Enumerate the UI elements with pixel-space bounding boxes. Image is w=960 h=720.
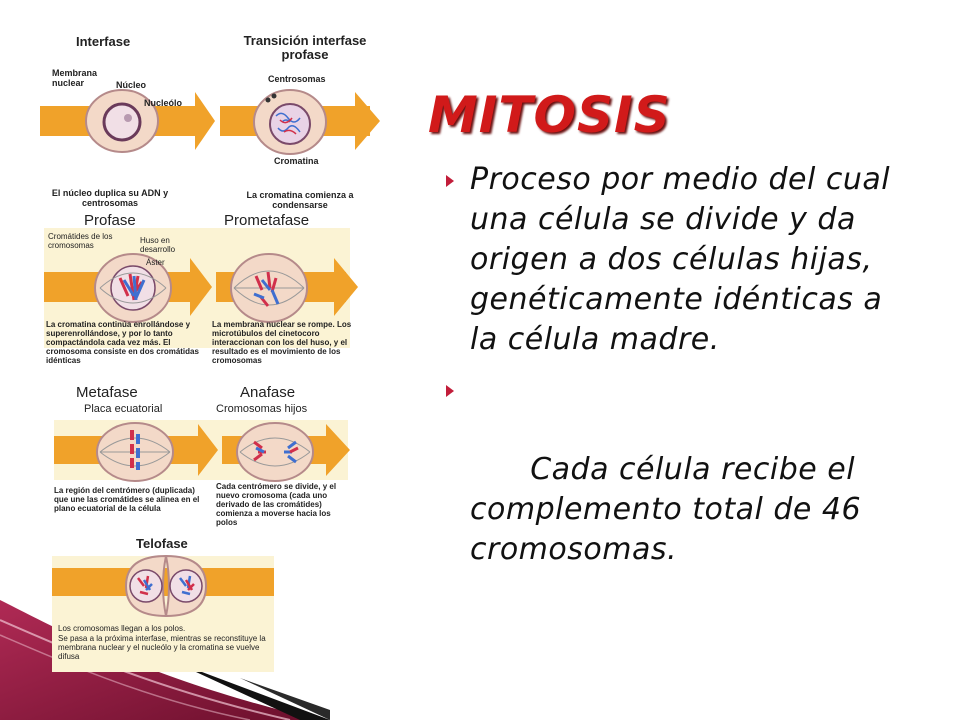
label-nucleolo: Nucleólo <box>144 98 183 108</box>
transicion-title: Transición interfase profase <box>243 33 367 62</box>
profase-caption: La cromatina continúa enrollándose y superenrollándose, y por lo tanto compactándola cada vez más. El cromosoma consiste en dos cromátidas idénticas <box>46 320 199 365</box>
prometafase-title: Prometafase <box>224 212 310 229</box>
metafase-caption: La región del centrómero (duplicada) que une las cromátides se alinea en el plano ecuatorial de la célula <box>54 486 200 513</box>
anafase-title: Anafase <box>240 384 296 401</box>
interfase-title: Interfase <box>76 34 131 49</box>
bullet-list <box>440 160 910 620</box>
metafase-title: Metafase <box>76 384 138 401</box>
slide-title: MITOSIS <box>428 86 671 144</box>
label-huso: Huso en desarrollo <box>140 236 176 254</box>
profase-title: Profase <box>84 212 136 229</box>
label-nucleo: Núcleo <box>116 80 147 90</box>
transicion-cell <box>250 86 330 158</box>
interfase-cell <box>82 86 162 156</box>
metafase-cell <box>92 420 178 484</box>
telofase-caption-2: Se pasa a la próxima interfase, mientras se reconstituye la membrana nuclear y el nucleólo y la cromatina se vuelve difusa <box>58 634 266 661</box>
bullet-item <box>440 160 910 360</box>
label-membrana: Membrana nuclear <box>52 68 98 88</box>
bullet-text: Proceso por medio del cual una célula se divide y da origen a dos células hijas, genéticamente idénticas a la célula madre. <box>470 162 891 357</box>
bullet-marker-icon <box>446 385 454 397</box>
prometafase-header: La cromatina comienza a condensarse <box>246 190 354 210</box>
label-aster: Áster <box>146 258 165 267</box>
label-cromatina: Cromatina <box>274 156 319 166</box>
label-cromatides: Cromátides de los cromosomas <box>48 232 113 250</box>
profase-header: El núcleo duplica su ADN y centrosomas <box>51 188 169 208</box>
bullet-marker-icon <box>446 175 454 187</box>
telofase-title: Telofase <box>136 536 188 551</box>
bullet-text: Cada célula recibe el complemento total de 46 cromosomas. <box>470 452 872 567</box>
label-placa: Placa ecuatorial <box>84 403 163 415</box>
label-cromosomas-hijos: Cromosomas hijos <box>216 403 308 415</box>
bullet-item <box>440 370 910 610</box>
prometafase-caption: La membrana nuclear se rompe. Los microtúbulos del cinetocoro interaccionan con los del huso, y el resultado es el movimiento de los cromosomas <box>212 320 352 365</box>
telofase-cell <box>118 552 214 620</box>
telofase-caption-1: Los cromosomas llegan a los polos. <box>58 624 186 633</box>
prometafase-cell <box>226 250 312 326</box>
label-centrosomas: Centrosomas <box>268 74 326 84</box>
mitosis-diagram <box>40 28 380 678</box>
anafase-cell <box>232 420 318 484</box>
row2-arrow <box>40 258 360 318</box>
anafase-caption: Cada centrómero se divide, y el nuevo cromosoma (cada uno derivado de las cromátides) comienza a moverse hacia los polos <box>216 482 337 527</box>
